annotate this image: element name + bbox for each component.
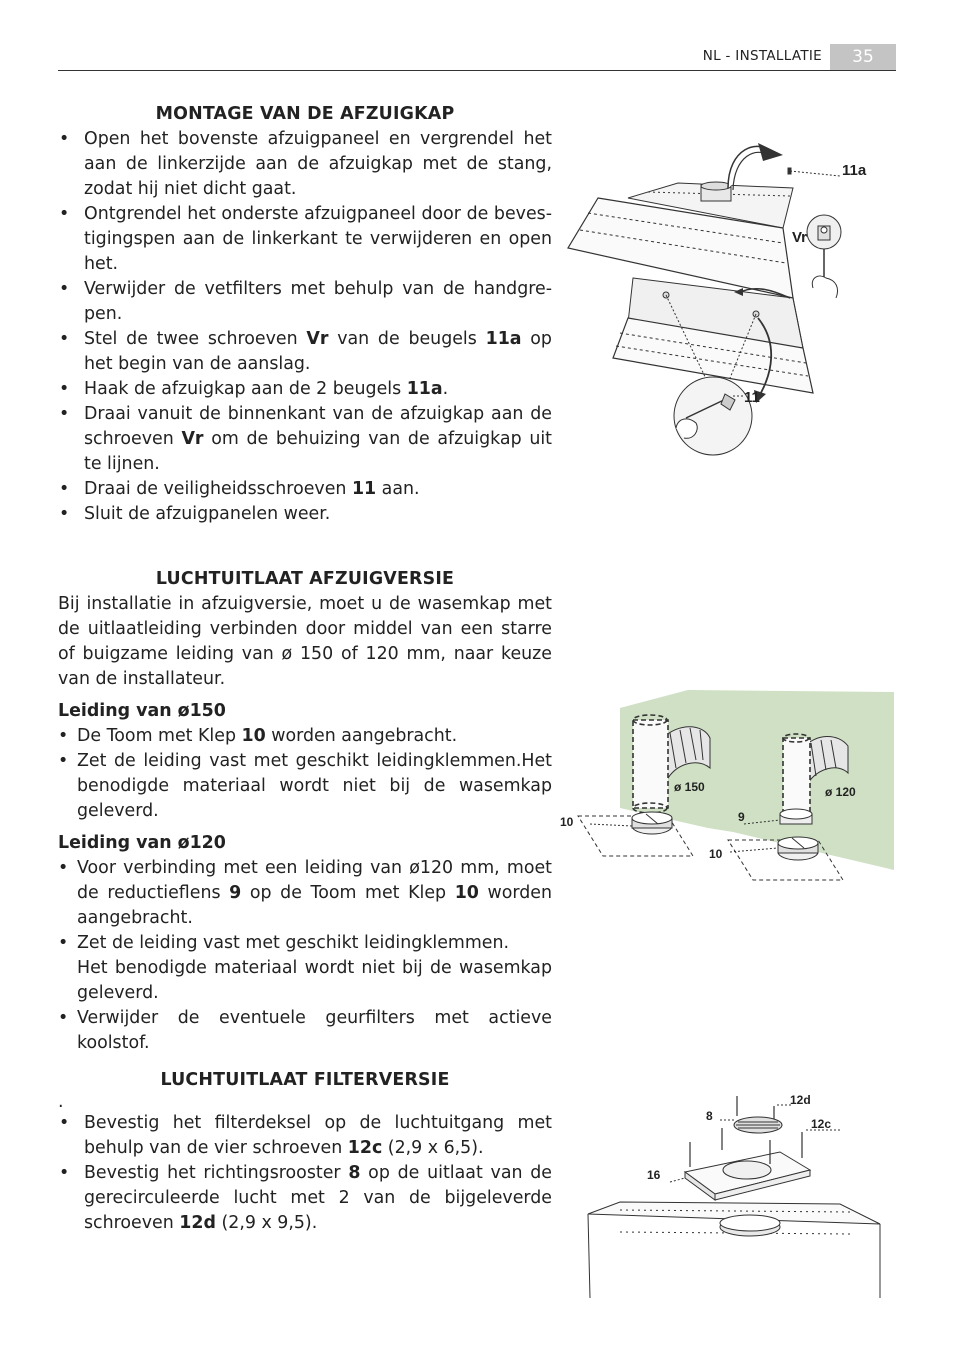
list-item: • Zet de leiding vast met geschikt leidingklemmen.Het benodigde materiaal wordt niet bij de wasemkap geleverd.	[58, 749, 552, 824]
page-header	[58, 44, 896, 71]
section-mounting-title: MONTAGE VAN DE AFZUIGKAP	[155, 104, 455, 124]
filter-steps	[58, 1111, 552, 1236]
list-item: • Verwijder de vetfilters met behulp van de handgrepen.	[58, 277, 552, 327]
list-item: • Ontgrendel het onderste afzuigpaneel door de bevestigingspen aan de linkerkant te verwijderen en open het.	[58, 202, 552, 277]
list-item: • Bevestig het filterdeksel op de luchtuitgang met behulp van de vier schroeven 12c (2,9 x 6,5).	[58, 1111, 552, 1161]
label-11: 11	[744, 389, 760, 406]
label-16: 16	[647, 1168, 661, 1182]
detail-circle-screw	[674, 377, 752, 455]
filter-version-figure	[580, 1092, 884, 1298]
list-item: • Haak de afzuigkap aan de 2 beugels 11a.	[58, 377, 552, 402]
label-9: 9	[738, 810, 745, 824]
list-120	[58, 856, 552, 1056]
exhaust-intro: Bij installatie in afzuigversie, moet u de wasemkap met de uitlaatleiding verbinden door middel van een starre of buigzame leiding van ø 150 of 120 mm, naar keuze van de installateur.	[58, 594, 552, 689]
list-150	[58, 724, 552, 824]
label-10-right: 10	[709, 847, 723, 861]
list-item: • Bevestig het richtingsrooster 8 op de uitlaat van de gerecirculeerde lucht met 2 van de bijgeleverde schroeven 12d (2,9 x 9,5).	[58, 1161, 552, 1236]
exhaust-duct-figure	[558, 688, 894, 893]
page-number: 35	[830, 44, 896, 70]
label-10-left: 10	[560, 815, 574, 829]
label-dia-150: ø 150	[674, 780, 705, 794]
label-vr: Vr	[792, 229, 808, 246]
label-12d: 12d	[790, 1093, 811, 1107]
header-section-label: NL - INSTALLATIE	[702, 48, 822, 64]
subheading-150: Leiding van ø150	[58, 701, 226, 721]
list-item: • Zet de leiding vast met geschikt leidingklemmen. Het benodigde materiaal wordt niet bij de wasemkap geleverd.	[58, 931, 552, 1006]
label-dia-120: ø 120	[825, 785, 856, 799]
section-exhaust-title: LUCHTUITLAAT AFZUIGVERSIE	[155, 569, 455, 589]
list-item: • Stel de twee schroeven Vr van de beugels 11a op het begin van de aanslag.	[58, 327, 552, 377]
label-8: 8	[706, 1109, 713, 1123]
section-mounting	[58, 102, 552, 527]
list-item: • Draai de veiligheidsschroeven 11 aan.	[58, 477, 552, 502]
duct-150	[633, 720, 668, 808]
section-filter	[58, 1068, 552, 1236]
duct-120	[783, 738, 810, 813]
list-item: • De Toom met Klep 10 worden aangebracht.	[58, 724, 552, 749]
list-item: • Verwijder de eventuele geurfilters met actieve koolstof.	[58, 1006, 552, 1056]
stray-dot: .	[58, 1092, 64, 1112]
section-filter-title: LUCHTUITLAAT FILTERVERSIE	[160, 1070, 450, 1090]
list-item: • Voor verbinding met een leiding van ø120 mm, moet de reductieflens 9 op de Toom met Klep 10 worden aangebracht.	[58, 856, 552, 931]
list-item: • Open het bovenste afzuigpaneel en vergrendel het aan de linkerzijde aan de afzuigkap met de stang, zodat hij niet dicht gaat.	[58, 127, 552, 202]
list-item: • Draai vanuit de binnenkant van de afzuigkap aan de schroeven Vr om de behuizing van de afzuigkap uit te lijnen.	[58, 402, 552, 477]
mounting-steps	[58, 127, 552, 527]
label-12c: 12c	[811, 1117, 832, 1131]
label-11a: 11a	[842, 162, 867, 179]
hood-mounting-figure	[558, 128, 878, 458]
header-rule	[58, 70, 896, 71]
section-exhaust	[58, 567, 552, 1056]
list-item: • Sluit de afzuigpanelen weer.	[58, 502, 552, 527]
subheading-120: Leiding van ø120	[58, 833, 226, 853]
